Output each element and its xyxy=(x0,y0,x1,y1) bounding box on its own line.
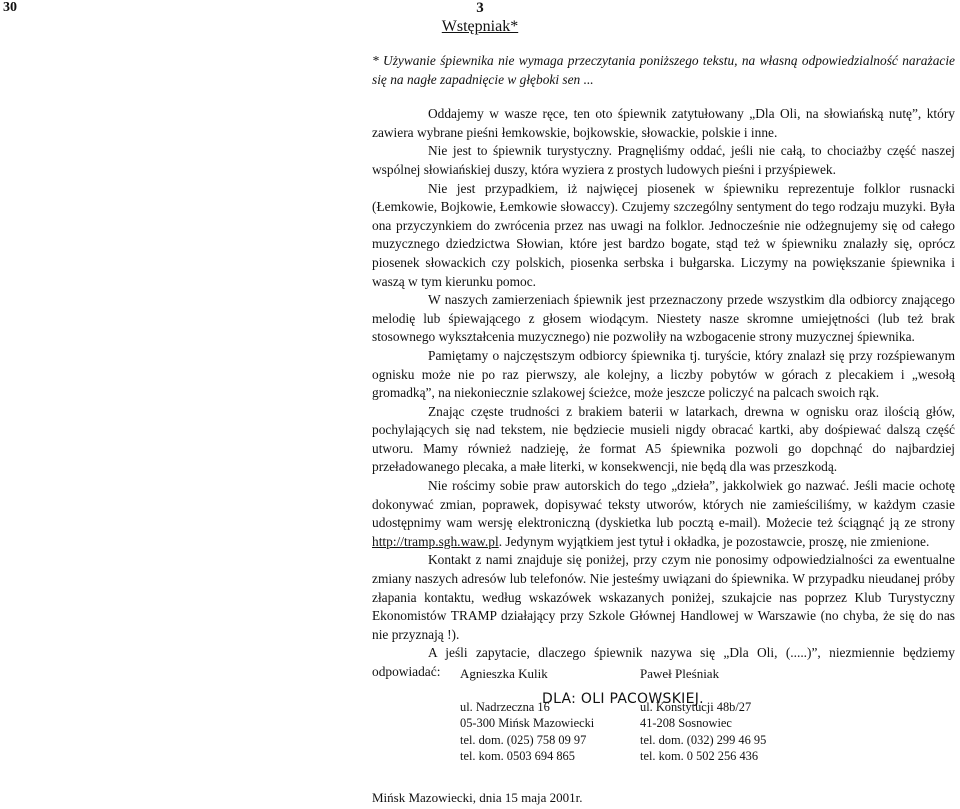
phone-line: tel. dom. (025) 758 09 97 xyxy=(460,732,587,747)
dedication-slogan: DLA: OLI PACOWSKIEJ. xyxy=(542,690,704,707)
author-name: Paweł Pleśniak xyxy=(640,666,720,681)
copyright-text-after: . Jedynym wyjątkiem jest tytuł i okładka, je pozostawcie, proszę, nie zmienione. xyxy=(498,533,930,549)
website-link[interactable]: http://tramp.sgh.waw.pl xyxy=(372,533,499,549)
footnote-disclaimer: * Używanie śpiewnika nie wymaga przeczytania poniższego tekstu, na własną odpowiedzialność narażacie się na nagłe zapadnięcie w głęboki sen ... xyxy=(372,53,955,87)
signature-block-left xyxy=(460,666,594,765)
page-number-center: 3 xyxy=(476,0,484,16)
phone-line: tel. kom. 0 502 256 436 xyxy=(640,749,759,763)
address-line: 05-300 Mińsk Mazowiecki xyxy=(460,716,595,730)
phone-line: tel. kom. 0503 694 865 xyxy=(460,749,575,763)
page-heading: Wstępniak* xyxy=(441,18,519,35)
paragraph-copyright xyxy=(372,477,955,551)
paragraph-tourist: Pamiętamy o najczęstszym odbiorcy śpiewnika tj. turyście, który znalazł się przy rozśpiewanym ognisku może nie po raz pierwszy, ale kolejny, a liczby pobytów w górach z plecakiem i „wesołą gromadką”, na niekoniecznie szlakowej ścieżce, może jeszcze policzyć na palcach swoich rąk. xyxy=(372,347,955,401)
author-name: Agnieszka Kulik xyxy=(460,666,548,681)
address-line: 41-208 Sosnowiec xyxy=(640,716,732,730)
paragraph-purpose: Nie jest to śpiewnik turystyczny. Pragnęliśmy oddać, jeśli nie całą, to chociażby część naszej wspólnej słowiańskiej duszy, która wyziera z prostych ludowych pieśni i przyśpiewek. xyxy=(372,143,955,177)
paragraph-contact: Kontakt z nami znajduje się poniżej, przy czym nie ponosimy odpowiedzialności za ewentualne zmiany naszych adresów lub telefonów. Nie jesteśmy uwiązani do śpiewnika. W przypadku nieudanej próby złapania kontaktu, według wskazówek wskazanych poniżej, szukajcie nas poprzez Klub Turystyczny Ekonomistów TRAMP działający przy Szkole Głównej Handlowej w Warszawie (no chyba, że się do nas nie przyznają !). xyxy=(372,552,955,642)
paragraph-question: A jeśli zapytacie, dlaczego śpiewnik nazywa się „Dla Oli, (.....)”, niezmiennie będziemy odpowiadać: xyxy=(372,645,955,679)
signature-block-right xyxy=(640,666,766,765)
place-date-footer: Mińsk Mazowiecki, dnia 15 maja 2001r. xyxy=(372,790,583,805)
paragraph-folklore: Nie jest przypadkiem, iż najwięcej piosenek w śpiewniku reprezentuje folklor rusnacki (Łemkowie, Bojkowie, Łemkowie słowaccy). Czujemy szczególny sentyment do tego rodzaju muzyki. Była ona przyczynkiem do zwrócenia przez nas uwagi na folklor. Jednocześnie nie odżegnujemy się od całego muzycznego dziedzictwa Słowian, które jest bardzo bogate, stąd też w śpiewniku znalazły się, oprócz piosenek słowackich czy polskich, piosenka serbska i bułgarska. Liczymy na powiększanie śpiewnika i waszą w tym kierunku pomoc. xyxy=(372,180,955,289)
paragraph-intro: Oddajemy w wasze ręce, ten oto śpiewnik zatytułowany „Dla Oli, na słowiańską nutę”, który zawiera wybrane pieśni łemkowskie, bojkowskie, słowackie, polskie i inne. xyxy=(372,106,955,140)
phone-line: tel. dom. (032) 299 46 95 xyxy=(640,732,767,747)
address-line: ul. Nadrzeczna 16 xyxy=(460,699,550,714)
address-line: ul. Konstytucji 48b/27 xyxy=(640,699,752,714)
copyright-text-before: Nie rościmy sobie praw autorskich do tego „dzieła”, jakkolwiek go nazwać. Jeśli macie ochotę dokonywać zmian, poprawek, dopisywać teksty utworów, których nie zamieściliśmy, w każdym czasie udostępnimy wam wersję elektroniczną (dyskietka lub pocztą e-mail). Możecie też ściągnąć ją ze strony xyxy=(372,478,955,531)
document-body xyxy=(372,52,955,708)
page-number-left: 30 xyxy=(3,0,17,15)
paragraph-format: Znając częste trudności z brakiem baterii w latarkach, drewna w ognisku oraz ilością głów, pochylających się nad tekstem, nie będziecie musieli nigdy obracać kartki, aby dośpiewać dalszą część utworu. Mamy również nadzieję, że format A5 śpiewnika pozwoli go dopchnąć do najbardziej przeładowanego plecaka, a małe literki, w konsekwencji, nie będą dla was przeszkodą. xyxy=(372,403,955,475)
paragraph-audience: W naszych zamierzeniach śpiewnik jest przeznaczony przede wszystkim dla odbiorcy znającego melodię lub śpiewającego z głosem wiodącym. Niestety nasze skromne umiejętności (lub też brak stosownego wykształcenia muzycznego) nie pozwoliły na wzbogacenie strony muzycznej śpiewnika. xyxy=(372,292,955,345)
